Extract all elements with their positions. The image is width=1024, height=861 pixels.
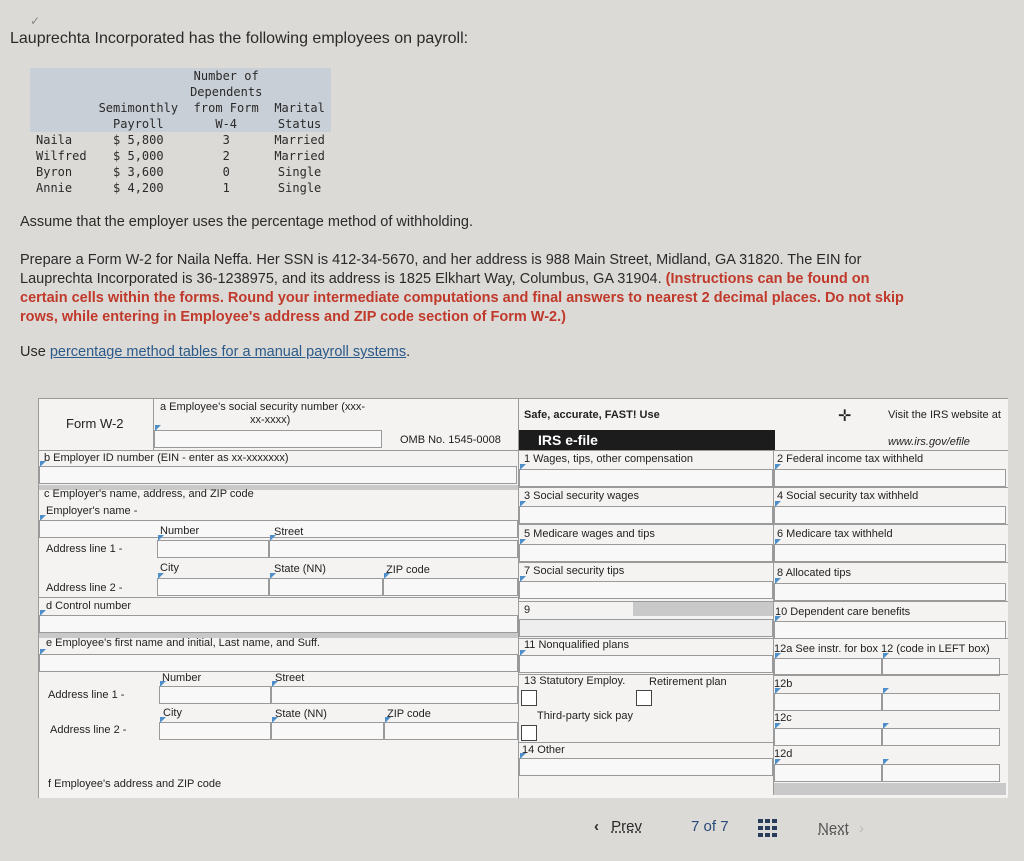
prev-button[interactable]: ‹ Prev <box>594 818 643 835</box>
box1-input[interactable] <box>519 469 773 487</box>
box2-input[interactable] <box>774 469 1006 487</box>
box10-input[interactable] <box>774 621 1006 639</box>
box12b-code-input[interactable] <box>774 693 882 711</box>
employer-state-input[interactable] <box>269 578 383 596</box>
box-d-label: d Control number <box>46 600 131 612</box>
safe-text: Safe, accurate, FAST! Use <box>524 409 660 421</box>
employee-number-input[interactable] <box>159 686 271 704</box>
col-header-dependents-1: Number of <box>184 68 268 84</box>
prepare-text-4: rows, while entering in Employee's address and ZIP code section of Form W-2.) <box>20 309 566 325</box>
box-c-label: c Employer's name, address, and ZIP code <box>44 488 254 500</box>
employer-number-input[interactable] <box>157 540 269 558</box>
box2-label: 2 Federal income tax withheld <box>777 453 924 465</box>
box11-label: 11 Nonqualified plans <box>524 639 629 651</box>
box13-label: 13 Statutory Employ. <box>524 675 626 687</box>
box10-label: 10 Dependent care benefits <box>775 606 911 618</box>
retirement-plan-checkbox[interactable] <box>636 690 652 706</box>
control-number-input[interactable] <box>39 615 518 633</box>
employee-street-input[interactable] <box>271 686 518 704</box>
col-header-status: Marital <box>268 100 331 116</box>
omb-number: OMB No. 1545-0008 <box>400 434 501 446</box>
employer-name-label: Employer's name - <box>46 505 138 517</box>
chevron-right-icon: › <box>859 820 865 837</box>
box12c-amount-input[interactable] <box>882 728 1000 746</box>
percentage-tables-link[interactable]: percentage method tables for a manual payroll systems <box>49 344 407 360</box>
ssn-input[interactable] <box>154 430 382 448</box>
box-f-label: f Employee's address and ZIP code <box>48 778 222 790</box>
box-e-label: e Employee's first name and initial, Last name, and Suff. <box>46 637 320 649</box>
box9-shaded <box>633 602 773 616</box>
box7-label: 7 Social security tips <box>524 565 625 577</box>
ein-input[interactable] <box>39 466 517 484</box>
employer-street-input[interactable] <box>269 540 518 558</box>
employer-city-input[interactable] <box>157 578 269 596</box>
form-w2: Form W-2 a Employee's social security number (xxx- xx-xxxx) OMB No. 1545-0008 Safe, accurate, FAST! Use IRS e-file ✛ Visit the IRS website at www.irs.gov/efile b Employer ID number (EIN - enter as xx-xxxxxxx) 1 Wages, tips, other compensation 2 Federal income tax withheld 3 Social security wages 4 Social security tax withheld 5 Medicare wages and tips 6 Medicare tax withheld 7 Social security tips 8 Allocated tips 9 10 Dependent care benefits 11 Nonqualified plans 12a See instr. for box 12 (code in LEFT box) 13 Statutory Employ. Retirement plan Third-party sick pay 12b 12c 14 Other 12d c Employer's name, address, and ZIP code Employer's name - Number Street Address line 1 - City State (NN) ZIP code Address line 2 - d Control number e Employee's first name and initial, Last name, and Suff. Number Street Address line 1 - City State (NN) ZIP code Address line 2 - f Employee's address and ZIP code <box>38 398 1008 798</box>
table-row: Wilfred $ 5,000 2 Married <box>36 149 325 163</box>
col-header-payroll: Semimonthly <box>93 100 184 116</box>
chevron-left-icon: ‹ <box>594 818 599 835</box>
prepare-text-1: Prepare a Form W-2 for Naila Neffa. Her SSN is 412-34-5670, and her address is 988 Main Street, Midland, GA 31820. The EIN for <box>20 252 862 268</box>
prepare-text-3: certain cells within the forms. Round your intermediate computations and final answers to nearest 2 decimal places. Do not skip <box>20 290 904 306</box>
employee-name-input[interactable] <box>39 654 518 672</box>
retirement-plan-label: Retirement plan <box>649 676 727 688</box>
box9-label: 9 <box>524 604 531 616</box>
employee-zip-input[interactable] <box>384 722 518 740</box>
box9-field <box>519 619 773 637</box>
box12b-label: 12b <box>774 678 793 690</box>
box-b-label: b Employer ID number (EIN - enter as xx-xxxxxxx) <box>44 452 289 464</box>
efile-banner: IRS e-file <box>519 430 775 450</box>
employee-state-input[interactable] <box>271 722 384 740</box>
box8-input[interactable] <box>774 583 1006 601</box>
prepare-text-2: Lauprechta Incorporated is 36-1238975, and its address is 1825 Elkhart Way, Columbus, GA 31904. (Instructions can be found on <box>20 271 870 287</box>
check-mark-icon: ✓ <box>30 14 41 28</box>
form-name: Form W-2 <box>66 416 124 431</box>
use-tables-line: Use percentage method tables for a manual payroll systems. <box>20 344 411 360</box>
employee-city-input[interactable] <box>159 722 271 740</box>
box3-input[interactable] <box>519 506 773 524</box>
employer-address1-label: Address line 1 - <box>46 543 123 555</box>
box12c-code-input[interactable] <box>774 728 882 746</box>
employer-address2-label: Address line 2 - <box>46 582 123 594</box>
box11-input[interactable] <box>519 655 773 673</box>
box12d-amount-input[interactable] <box>882 764 1000 782</box>
box-a-label: a Employee's social security number (xxx- <box>160 401 366 413</box>
third-party-sick-pay-checkbox[interactable] <box>521 725 537 741</box>
plus-icon: ✛ <box>838 408 852 425</box>
box14-input[interactable] <box>519 758 773 776</box>
box7-input[interactable] <box>519 581 773 599</box>
box12b-amount-input[interactable] <box>882 693 1000 711</box>
box12a-label: 12a See instr. for box 12 (code in LEFT box) <box>774 643 990 655</box>
next-button[interactable]: Next › <box>818 820 865 837</box>
box14-label: 14 Other <box>522 744 565 756</box>
box12c-label: 12c <box>774 712 792 724</box>
visit-text: Visit the IRS website at <box>888 409 1001 421</box>
employees-table: Number of Dependents Semimonthly from Form Marital Payroll W-4 Status Naila $ 5,800 3 Married Wilfred $ 5,000 2 Married Byron $ 3,600 0 Single Annie $ 4,200 1 Single <box>30 68 331 196</box>
employer-zip-input[interactable] <box>383 578 518 596</box>
box4-label: 4 Social security tax withheld <box>777 490 919 502</box>
grid-icon[interactable] <box>758 819 778 842</box>
box12d-code-input[interactable] <box>774 764 882 782</box>
box5-input[interactable] <box>519 544 773 562</box>
employee-address2-label: Address line 2 - <box>50 724 127 736</box>
box8-label: 8 Allocated tips <box>777 567 851 579</box>
question-title: Lauprechta Incorporated has the following employees on payroll: <box>10 30 469 47</box>
statutory-employee-checkbox[interactable] <box>521 690 537 706</box>
table-row: Annie $ 4,200 1 Single <box>36 181 322 195</box>
page-indicator: 7 of 7 <box>691 818 729 835</box>
employee-address1-label: Address line 1 - <box>48 689 125 701</box>
assume-text: Assume that the employer uses the percentage method of withholding. <box>20 214 473 230</box>
box4-input[interactable] <box>774 506 1006 524</box>
website-text: www.irs.gov/efile <box>888 436 970 448</box>
box12d-label: 12d <box>774 748 793 760</box>
box3-label: 3 Social security wages <box>524 490 639 502</box>
box6-label: 6 Medicare tax withheld <box>777 528 893 540</box>
table-row: Naila $ 5,800 3 Married <box>36 133 325 147</box>
third-party-sick-pay-label: Third-party sick pay <box>537 710 633 722</box>
box6-input[interactable] <box>774 544 1006 562</box>
box1-label: 1 Wages, tips, other compensation <box>524 453 693 465</box>
table-row: Byron $ 3,600 0 Single <box>36 165 322 179</box>
box5-label: 5 Medicare wages and tips <box>524 528 655 540</box>
